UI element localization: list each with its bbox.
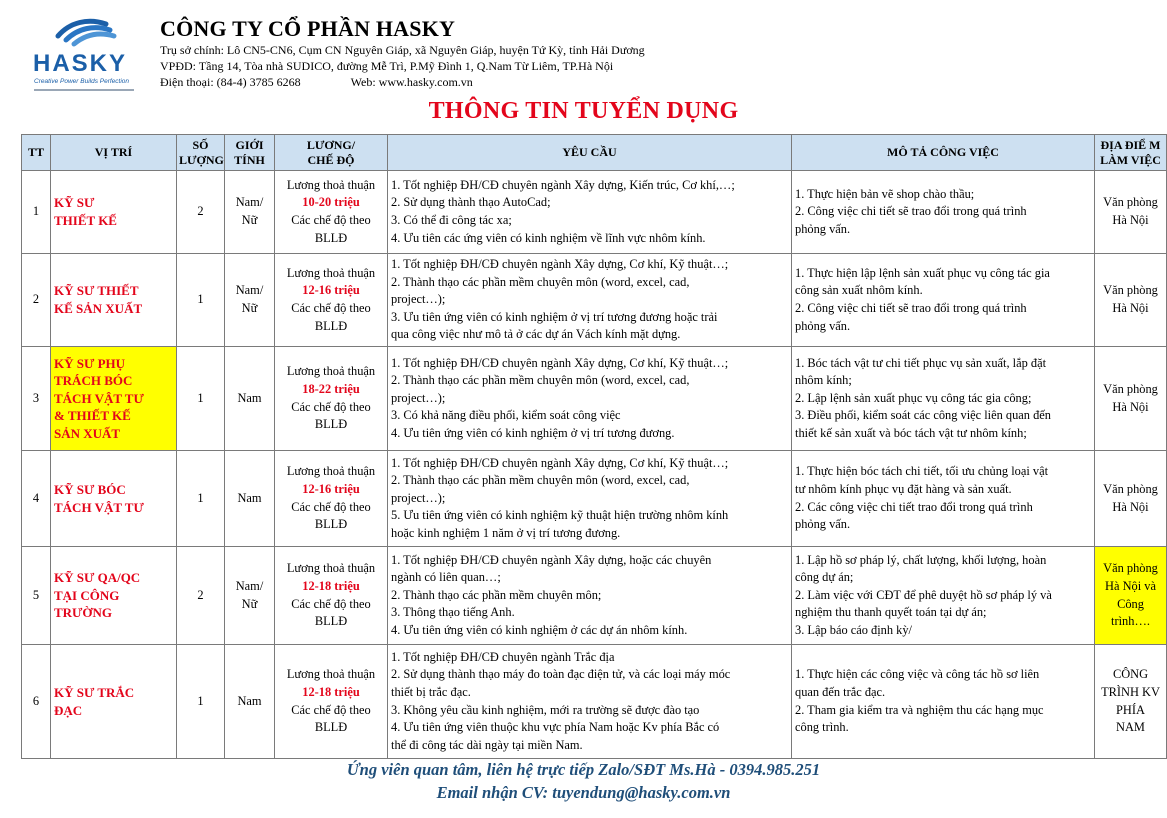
company-address: Trụ sở chính: Lô CN5-CN6, Cụm CN Nguyên Giáp, xã Nguyên Giáp, huyện Tứ Kỳ, tỉnh Hải Dương [160,43,645,57]
table-row [22,451,1167,547]
table-body [22,171,1167,759]
job-position-line: TRƯỜNG [54,605,113,621]
job-location [1095,347,1167,451]
row-number: 6 [22,645,51,759]
requirement-line: 3. Có khả năng điều phối, kiểm soát công việc [391,408,621,423]
job-location [1095,254,1167,347]
logo-text: HASKY [33,50,128,77]
row-number: 1 [22,171,51,254]
requirement-line: project…); [391,390,446,405]
job-location-line: TRÌNH KV [1101,684,1160,699]
header-description: MÔ TẢ CÔNG VIỆC [792,135,1095,171]
header-gender: GIỚI TÍNH [225,135,275,171]
row-number: 4 [22,451,51,547]
table-row [22,645,1167,759]
header-position: VỊ TRÍ [51,135,177,171]
job-gender-line: Nam/ [235,283,264,298]
salary-text: BLLĐ [314,720,348,735]
requirement-line: qua công việc như mô tả ở các dự án Vách kính mặt dựng. [391,327,681,342]
requirement-line: 2. Thành thạo các phần mềm chuyên môn; [391,587,602,602]
table-header-row [22,135,1167,171]
job-position-line: KỸ SƯ [54,195,95,211]
requirement-line: hoặc kinh nghiệm 1 năm ở vị trí tương đương. [391,525,621,540]
job-position-line: THIẾT KẾ [54,213,117,228]
jobs-table [21,134,1167,759]
row-number: 2 [22,254,51,347]
salary-text: BLLĐ [314,230,348,245]
description-line: 2. Tham gia kiểm tra và nghiệm thu các hạng mục [795,702,1044,717]
job-requirements [388,347,792,451]
description-line: công sản xuất nhôm kính. [795,283,923,298]
salary-text: BLLĐ [314,614,348,629]
job-position-line: KỸ SƯ TRẮC [54,684,135,700]
job-position-line: & THIẾT KẾ [54,408,131,424]
description-line: 3. Điều phối, kiểm soát các công việc liên quan đến [795,408,1051,423]
job-salary [275,547,388,645]
job-location-line: NAM [1116,720,1145,735]
requirement-line: 3. Ưu tiên ứng viên có kinh nghiệm ở vị trí tương đương hoặc trải [391,309,718,324]
job-location [1095,171,1167,254]
job-location-line: CÔNG [1112,667,1149,682]
job-position-line: KẾ SẢN XUẤT [54,301,143,316]
header-qty: SỐ LƯỢNG [177,135,225,171]
salary-amount: 12-18 triệu [302,684,360,699]
job-quantity: 2 [177,171,225,254]
requirement-line: project…); [391,490,446,505]
company-contact-line [160,74,860,90]
description-line: công trình. [795,720,849,735]
requirement-line: 3. Có thể đi công tác xa; [391,213,512,227]
job-salary [275,171,388,254]
job-description [792,547,1095,645]
job-location-line: Hà Nội [1112,499,1149,514]
job-location-line: Văn phòng [1103,381,1158,396]
description-line: 3. Lập báo cáo định kỳ/ [795,622,912,637]
requirement-line: 1. Tốt nghiệp ĐH/CĐ chuyên ngành Xây dựng, Cơ khí, Kỹ thuật…; [391,355,729,370]
salary-text: Các chế độ theo [291,499,371,514]
job-requirements [388,254,792,347]
job-position-line: KỸ SƯ QA/QC [54,570,141,586]
job-location [1095,451,1167,547]
header-requirements: YÊU CẦU [388,135,792,171]
job-salary [275,451,388,547]
description-line: thiết kế sản xuất và bóc tách vật tư nhôm kính; [795,425,1027,440]
description-line: 2. Công việc chi tiết sẽ trao đổi trong quá trình [795,301,1027,315]
job-description [792,451,1095,547]
salary-amount: 12-18 triệu [302,578,360,593]
description-line: phỏng vấn. [795,221,851,236]
job-requirements [388,547,792,645]
description-line: 2. Các công việc chi tiết trao đổi trong quá trình [795,499,1033,514]
job-salary [275,645,388,759]
job-requirements [388,645,792,759]
requirement-line: 4. Ưu tiên ứng viên có kinh nghiệm ở các dự án nhôm kính. [391,622,688,637]
job-position [51,645,177,759]
requirement-line: 1. Tốt nghiệp ĐH/CĐ chuyên ngành Xây dựng, hoặc các chuyên [391,552,712,567]
requirement-line: 1. Tốt nghiệp ĐH/CĐ chuyên ngành Xây dựng, Cơ khí, Kỹ thuật…; [391,257,729,272]
job-location-line: Hà Nội [1112,399,1149,414]
job-location-line: trình…. [1111,614,1150,629]
salary-amount: 18-22 triệu [302,381,360,396]
requirement-line: 1. Tốt nghiệp ĐH/CĐ chuyên ngành Xây dựng, Cơ khí, Kỹ thuật…; [391,455,729,470]
job-position [51,171,177,254]
description-line: 2. Làm việc với CĐT để phê duyệt hồ sơ pháp lý và [795,587,1052,602]
salary-text: Lương thoả thuận [286,265,376,280]
requirement-line: 3. Thông thạo tiếng Anh. [391,605,515,620]
job-position [51,254,177,347]
job-gender [225,451,275,547]
job-gender-line: Nam/ [235,195,264,210]
table-row [22,347,1167,451]
job-quantity: 1 [177,347,225,451]
description-line: phỏng vấn. [795,318,851,333]
header-tt: TT [22,135,51,171]
footer-email: Email nhận CV: tuyendung@hasky.com.vn [436,783,731,802]
job-location-line: Hà Nội và [1105,578,1156,593]
salary-text: Các chế độ theo [291,213,371,227]
salary-text: Các chế độ theo [291,596,371,611]
requirement-line: thể đi công tác dài ngày tại miền Nam. [391,737,583,752]
company-name: CÔNG TY CỔ PHẦN HASKY [160,16,456,41]
salary-text: BLLĐ [314,417,348,432]
job-salary [275,254,388,347]
salary-text: BLLĐ [314,517,348,532]
requirement-line: 2. Thành thạo các phần mềm chuyên môn (word, excel, cad, [391,373,690,388]
salary-text: Lương thoả thuận [286,177,376,192]
job-gender-line: Nữ [241,301,258,315]
description-line: 1. Thực hiện bóc tách chi tiết, tối ưu chủng loại vật [795,464,1049,479]
requirement-line: 2. Thành thạo các phần mềm chuyên môn (word, excel, cad, [391,274,690,289]
salary-text: Lương thoả thuận [286,561,376,576]
job-gender [225,171,275,254]
job-location-line: Văn phòng [1103,283,1158,298]
job-position-line: TRÁCH BÓC [54,373,133,389]
description-line: 1. Bóc tách vật tư chi tiết phục vụ sản xuất, lắp đặt [795,355,1047,370]
job-salary [275,347,388,451]
salary-text: Các chế độ theo [291,399,371,414]
description-line: 1. Thực hiện các công việc và công tác hồ sơ liên [795,667,1040,682]
company-logo [30,14,142,94]
job-position-line: ĐẠC [54,702,83,718]
job-position [51,347,177,451]
company-phone: Điện thoại: (84-4) 3785 6268 [160,75,301,89]
job-quantity: 1 [177,451,225,547]
job-gender [225,254,275,347]
job-description [792,254,1095,347]
job-position-line: TÁCH VẬT TƯ [54,390,144,406]
salary-amount: 12-16 triệu [302,283,360,298]
job-quantity: 1 [177,645,225,759]
job-location [1095,547,1167,645]
job-location-line: Công [1117,596,1144,611]
header-salary: LƯƠNG/ CHẾ ĐỘ [275,135,388,171]
table-row [22,171,1167,254]
job-location-line: PHÍA [1116,702,1145,717]
job-description [792,645,1095,759]
footer-contact: Ứng viên quan tâm, liên hệ trực tiếp Zalo/SĐT Ms.Hà - 0394.985.251 [346,760,821,779]
salary-text: BLLĐ [314,318,348,333]
job-position-line: SẢN XUẤT [54,425,121,441]
description-line: 2. Lập lệnh sản xuất phục vụ công tác gia công; [795,390,1032,405]
description-line: 1. Lập hồ sơ pháp lý, chất lượng, khối lượng, hoàn [795,552,1047,567]
job-description [792,171,1095,254]
job-gender-line: Nam [237,490,262,505]
job-gender-line: Nữ [241,213,258,227]
requirement-line: 4. Ưu tiên các ứng viên có kinh nghiệm về lĩnh vực nhôm kính. [391,230,706,245]
requirement-line: 2. Thành thạo các phần mềm chuyên môn (word, excel, cad, [391,473,690,488]
salary-amount: 10-20 triệu [302,195,360,210]
job-position [51,451,177,547]
requirement-line: thiết bị trắc đạc. [391,684,471,699]
job-gender-line: Nam [237,390,262,405]
row-number: 5 [22,547,51,645]
job-location-line: Văn phòng [1103,481,1158,496]
requirement-line: project…); [391,292,446,307]
description-line: phỏng vấn. [795,517,851,532]
job-location-line: Văn phòng [1103,195,1158,210]
table-row [22,547,1167,645]
salary-text: Lương thoả thuận [286,667,376,682]
requirement-line: 1. Tốt nghiệp ĐH/CĐ chuyên ngành Trắc địa [391,649,615,664]
description-line: tư nhôm kính phục vụ đặt hàng và sản xuất. [795,481,1012,496]
job-quantity: 2 [177,547,225,645]
job-position [51,547,177,645]
job-location [1095,645,1167,759]
job-gender-line: Nam/ [235,578,264,593]
description-line: quan đến trắc đạc. [795,684,886,699]
requirement-line: 2. Sử dụng thành thạo AutoCad; [391,195,551,210]
salary-text: Lương thoả thuận [286,364,376,379]
description-line: nhôm kính; [795,373,852,388]
table-row [22,254,1167,347]
job-position-line: KỸ SƯ BÓC [54,481,126,497]
requirement-line: ngành có liên quan…; [391,570,501,585]
row-number: 3 [22,347,51,451]
job-requirements [388,171,792,254]
logo-tagline: Creative Power Builds Perfection [34,78,130,85]
job-gender [225,645,275,759]
company-web: Web: www.hasky.com.vn [350,75,473,89]
logo-wave-icon [30,14,142,94]
job-position-line: TẠI CÔNG [54,587,120,603]
header-location: ĐỊA ĐIỂ M LÀM VIỆC [1095,135,1167,171]
job-description [792,347,1095,451]
description-line: 2. Công việc chi tiết sẽ trao đổi trong quá trình [795,204,1027,219]
salary-amount: 12-16 triệu [302,481,360,496]
requirement-line: 1. Tốt nghiệp ĐH/CĐ chuyên ngành Xây dựng, Kiến trúc, Cơ khí,…; [391,177,735,192]
description-line: 1. Thực hiện bản vẽ shop chào thầu; [795,186,975,201]
company-header [160,16,860,90]
description-line: công dự án; [795,570,854,585]
job-gender-line: Nam [237,693,262,708]
requirement-line: 5. Ưu tiên ứng viên có kinh nghiệm kỹ thuật hiện trường nhôm kính [391,508,729,523]
requirement-line: 4. Ưu tiên ứng viên thuộc khu vực phía Nam hoặc Kv phía Bắc có [391,720,720,735]
requirement-line: 4. Ưu tiên ứng viên có kinh nghiệm ở vị trí tương đương. [391,425,675,440]
job-position-line: KỸ SƯ THIẾT [54,283,139,299]
description-line: nghiệm thu thanh quyết toán tại dự án; [795,605,987,620]
job-requirements [388,451,792,547]
company-office: VPĐD: Tầng 14, Tòa nhà SUDICO, đường Mễ Trì, P.Mỹ Đình 1, Q.Nam Từ Liêm, TP.Hà Nội [160,59,614,73]
job-position-line: KỸ SƯ PHỤ [54,355,126,371]
job-gender [225,347,275,451]
job-gender [225,547,275,645]
salary-text: Lương thoả thuận [286,464,376,479]
requirement-line: 2. Sử dụng thành thạo máy đo toàn đạc điện tử, và các loại máy móc [391,667,731,682]
requirement-line: 3. Không yêu cầu kinh nghiệm, mới ra trường sẽ được đào tạo [391,702,700,717]
page-title: THÔNG TIN TUYỂN DỤNG [428,98,739,124]
job-quantity: 1 [177,254,225,347]
job-location-line: Văn phòng [1103,561,1158,576]
job-position-line: TÁCH VẬT TƯ [54,499,144,515]
description-line: 1. Thực hiện lập lệnh sản xuất phục vụ công tác gia [795,265,1050,280]
job-gender-line: Nữ [241,596,258,611]
job-location-line: Hà Nội [1112,213,1149,227]
salary-text: Các chế độ theo [291,702,371,717]
job-location-line: Hà Nội [1112,301,1149,315]
salary-text: Các chế độ theo [291,301,371,315]
